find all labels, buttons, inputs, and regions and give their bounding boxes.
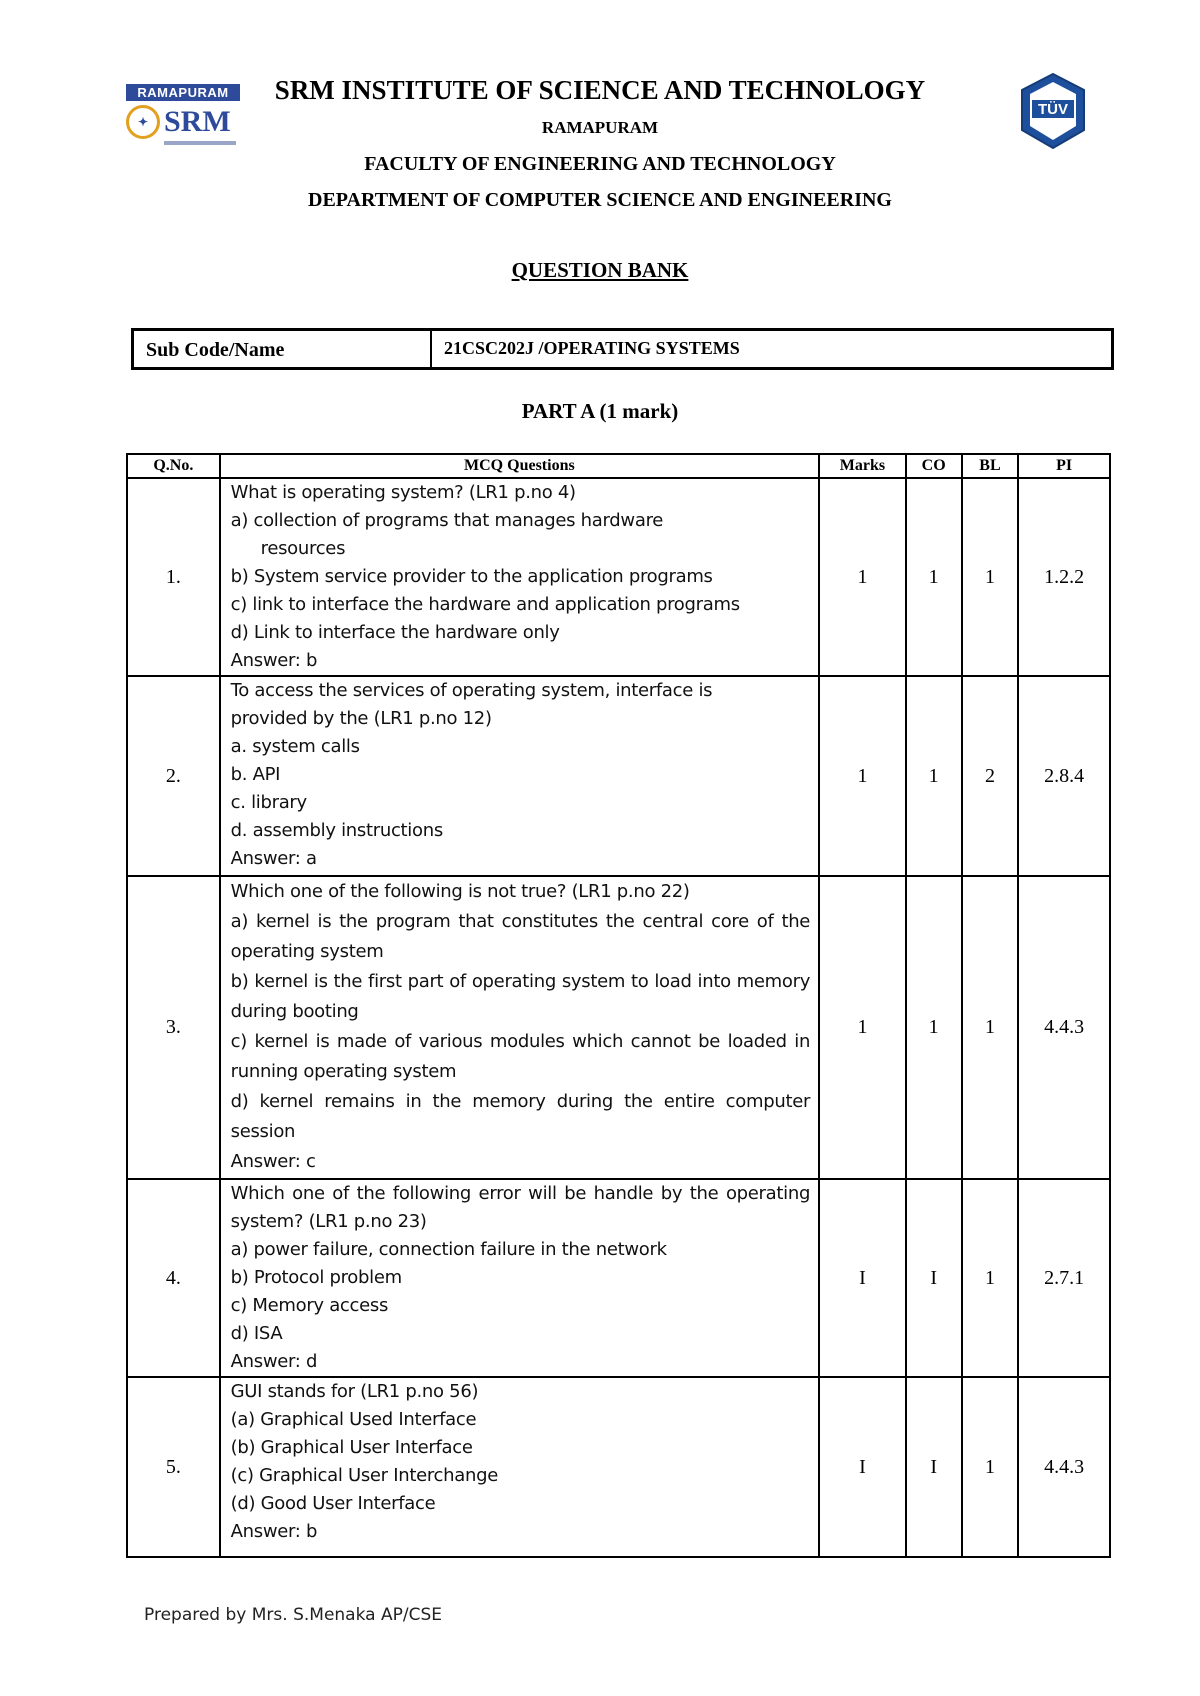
option-a: a) collection of programs that manages hardware [230,510,664,531]
question-text: Which one of the following error will be handle by the operating system? (LR1 p.no 23) [230,1183,811,1232]
question-number: 1. [127,478,220,676]
question-cell [220,1179,819,1377]
option-b: b. API [230,764,281,785]
pi-value: 2.7.1 [1018,1179,1110,1377]
answer: Answer: b [230,650,318,671]
option-d: (d) Good User Interface [230,1493,436,1514]
co-value: I [906,1377,962,1557]
logo-banner: RAMAPURAM [126,84,240,101]
table-row [127,1179,1110,1377]
answer: Answer: b [230,1521,318,1542]
question-text-continued: provided by the (LR1 p.no 12) [230,708,492,729]
subject-table [131,328,1114,370]
question-cell [220,876,819,1179]
question-number: 4. [127,1179,220,1377]
table-row [127,876,1110,1179]
question-text: GUI stands for (LR1 p.no 56) [230,1381,479,1402]
header-questions: MCQ Questions [220,454,819,478]
question-cell [220,676,819,876]
bl-value: 1 [962,1377,1019,1557]
subject-label: Sub Code/Name [134,331,432,367]
pi-value: 4.4.3 [1018,1377,1110,1557]
pi-value: 4.4.3 [1018,876,1110,1179]
document-header [0,74,1200,212]
option-a: a) kernel is the program that constitutes the central core of the operating system [230,911,811,962]
department-name: DEPARTMENT OF COMPUTER SCIENCE AND ENGINEERING [308,189,892,211]
answer: Answer: c [230,1151,316,1172]
question-number: 3. [127,876,220,1179]
option-c: c) kernel is made of various modules which cannot be loaded in running operating system [230,1031,811,1082]
bl-value: 1 [962,876,1019,1179]
footer-author: Prepared by Mrs. S.Menaka AP/CSE [144,1605,442,1625]
question-text: What is operating system? (LR1 p.no 4) [230,482,576,503]
question-text: Which one of the following is not true? (LR1 p.no 22) [230,881,690,902]
srm-emblem-icon: ✦ [126,105,160,139]
option-d: d) kernel remains in the memory during the entire computer session [230,1091,811,1142]
bl-value: 2 [962,676,1019,876]
faculty-name: FACULTY OF ENGINEERING AND TECHNOLOGY [364,153,836,175]
header-co: CO [906,454,962,478]
option-b: (b) Graphical User Interface [230,1437,473,1458]
marks-value: 1 [819,876,906,1179]
co-value: 1 [906,478,962,676]
marks-value: I [819,1179,906,1377]
option-a-continued: resources [260,538,346,559]
header-qno: Q.No. [127,454,220,478]
bl-value: 1 [962,1179,1019,1377]
answer: Answer: d [230,1351,318,1372]
option-d: d) ISA [230,1323,283,1344]
header-bl: BL [962,454,1019,478]
marks-value: 1 [819,676,906,876]
option-d: d) Link to interface the hardware only [230,622,560,643]
question-number: 5. [127,1377,220,1557]
question-cell [220,478,819,676]
option-c: c) link to interface the hardware and application programs [230,594,740,615]
part-title: PART A (1 mark) [521,399,679,423]
option-c: (c) Graphical User Interchange [230,1465,498,1486]
pi-value: 2.8.4 [1018,676,1110,876]
campus-name: RAMAPURAM [541,118,659,137]
header-pi: PI [1018,454,1110,478]
question-cell [220,1377,819,1557]
co-value: I [906,1179,962,1377]
tuv-logo-text: TÜV [1038,101,1068,118]
header-marks: Marks [819,454,906,478]
option-c: c. library [230,792,307,813]
option-d: d. assembly instructions [230,820,443,841]
document-title: QUESTION BANK [511,258,689,282]
option-a: (a) Graphical Used Interface [230,1409,477,1430]
answer: Answer: a [230,848,317,869]
question-text: To access the services of operating system, interface is [230,680,713,701]
co-value: 1 [906,676,962,876]
option-c: c) Memory access [230,1295,389,1316]
option-b: b) kernel is the first part of operating system to load into memory during booting [230,971,811,1022]
co-value: 1 [906,876,962,1179]
marks-value: 1 [819,478,906,676]
logo-text: SRM [164,105,231,138]
marks-value: I [819,1377,906,1557]
option-a: a) power failure, connection failure in the network [230,1239,667,1260]
option-b: b) Protocol problem [230,1267,402,1288]
pi-value: 1.2.2 [1018,478,1110,676]
option-b: b) System service provider to the application programs [230,566,713,587]
table-header-row [127,454,1110,478]
institution-name: SRM INSTITUTE OF SCIENCE AND TECHNOLOGY [274,75,926,105]
table-row [127,1377,1110,1557]
question-number: 2. [127,676,220,876]
mcq-table [126,453,1111,1558]
table-row [127,676,1110,876]
bl-value: 1 [962,478,1019,676]
option-a: a. system calls [230,736,360,757]
table-row [127,478,1110,676]
subject-value: 21CSC202J /OPERATING SYSTEMS [444,338,740,358]
